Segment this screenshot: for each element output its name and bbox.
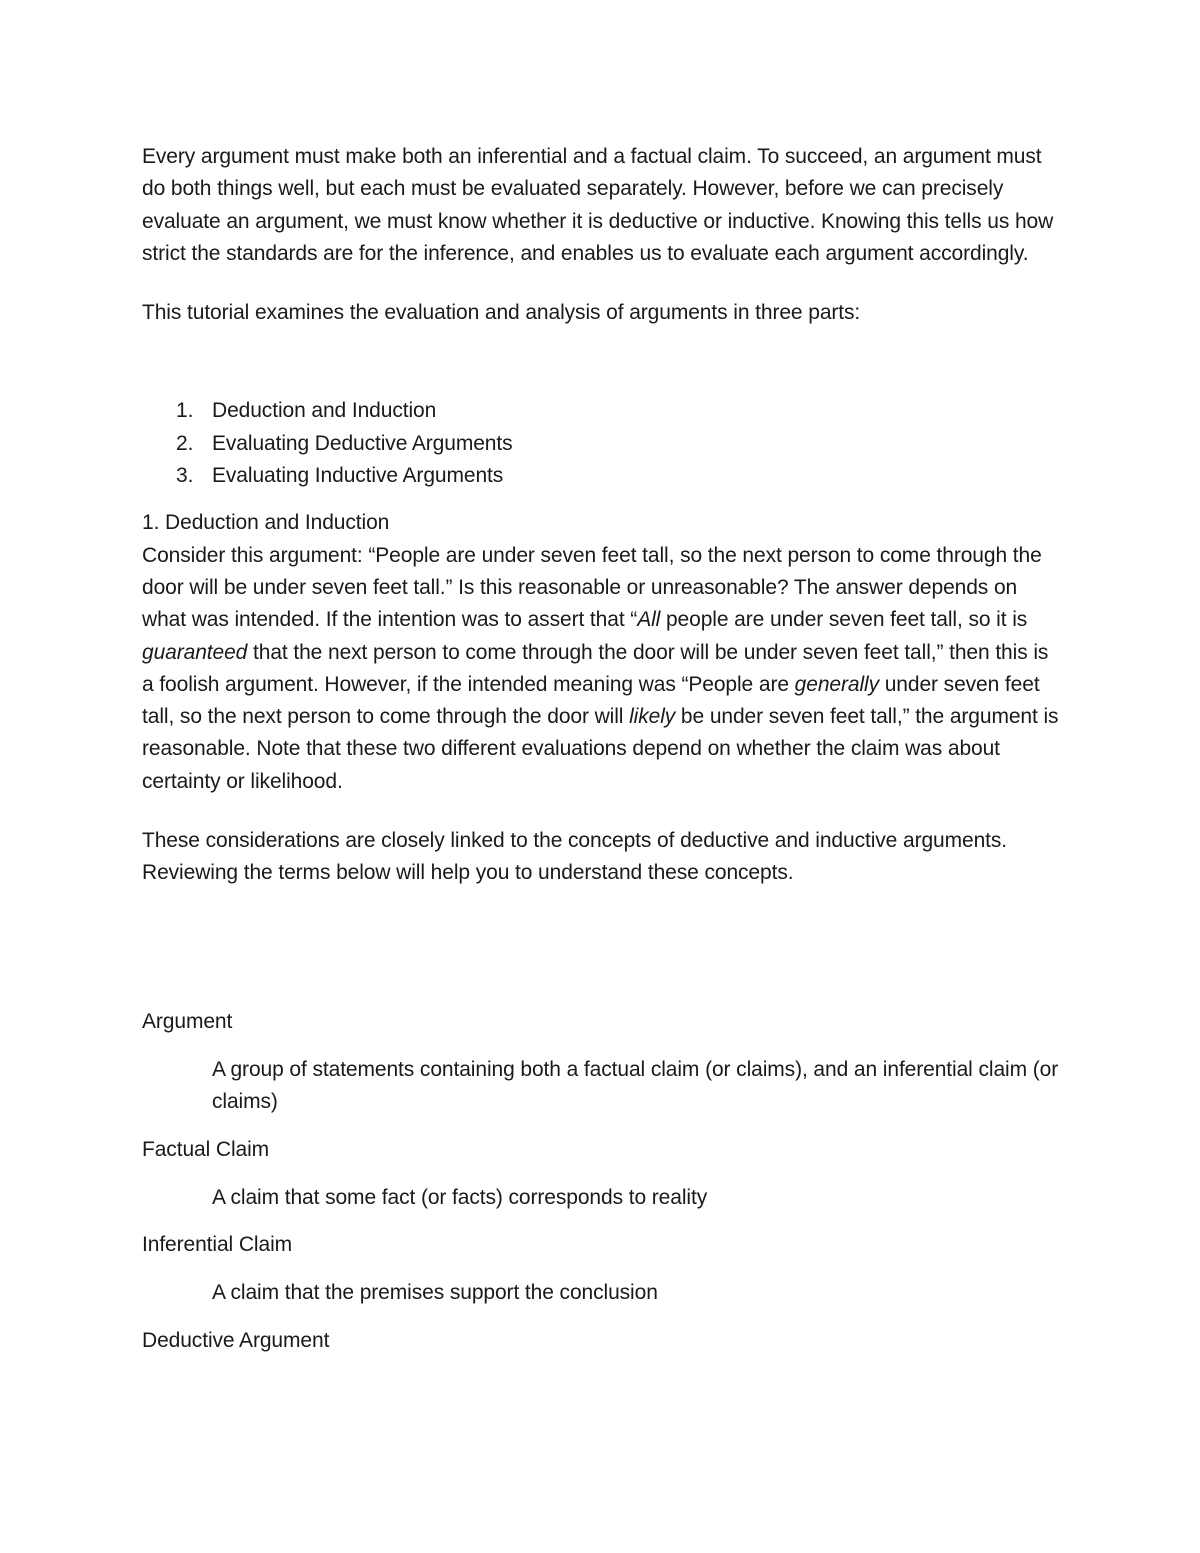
list-item-number: 1.: [176, 399, 194, 423]
list-item: [142, 395, 1062, 427]
glossary-term: Deductive Argument: [142, 1328, 330, 1352]
parts-list: [142, 395, 1062, 492]
glossary-term: Inferential Claim: [142, 1233, 293, 1257]
list-item-number: 2.: [176, 431, 194, 455]
glossary-term: Argument: [142, 1009, 233, 1033]
glossary-definition: A claim that some fact (or facts) corresponds to reality: [212, 1185, 708, 1209]
glossary: [142, 1006, 1062, 1357]
glossary-term: Factual Claim: [142, 1137, 270, 1161]
section-heading: 1. Deduction and Induction: [142, 511, 390, 535]
list-item-number: 3.: [176, 464, 194, 488]
intro-paragraph: Every argument must make both an inferential and a factual claim. To succeed, an argument must do both things well, but each must be evaluated separately. However, before we can precisely evaluate an argument, we must know whether it is deductive or inductive. Knowing this tells us how strict the standards are for the inference, and enables us to evaluate each argument accordingly.: [142, 145, 1054, 265]
list-item-label: Deduction and Induction: [212, 399, 437, 423]
list-item: [142, 460, 1062, 492]
glossary-definition: A claim that the premises support the conclusion: [212, 1281, 658, 1305]
list-item: [142, 428, 1062, 460]
glossary-definition: A group of statements containing both a factual claim (or claims), and an inferential claim (or claims): [212, 1057, 1059, 1114]
tutorial-overview: This tutorial examines the evaluation and analysis of arguments in three parts:: [142, 301, 861, 325]
section-paragraph-2: These considerations are closely linked to the concepts of deductive and inductive arguments. Reviewing the terms below will help you to understand these concepts.: [142, 829, 1008, 885]
list-item-label: Evaluating Inductive Arguments: [212, 464, 504, 488]
section-paragraph: Consider this argument: “People are under seven feet tall, so the next person to come through the door will be under seven feet tall.” Is this reasonable or unreasonable? The answer depends on what was intended. If the intention was to assert that “All people are under seven feet tall, so it is guaranteed that the next person to come through the door will be under seven feet tall,” then this is a foolish argument. However, if the intended meaning was “People are generally under seven feet tall, so the next person to come through the door will likely be under seven feet tall,” the argument is reasonable. Note that these two different evaluations depend on whether the claim was about certainty or likelihood.: [142, 543, 1059, 793]
list-item-label: Evaluating Deductive Arguments: [212, 431, 513, 455]
document-page: [142, 141, 1062, 1357]
